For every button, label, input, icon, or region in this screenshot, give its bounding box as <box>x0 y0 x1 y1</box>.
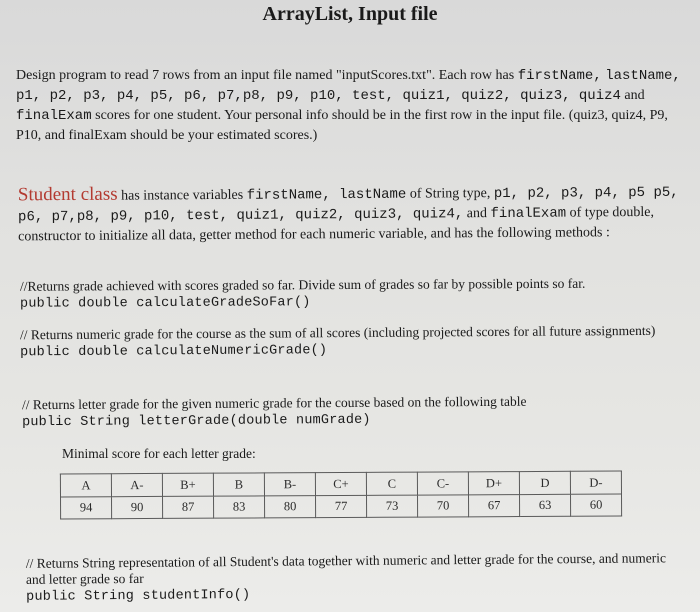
grade-letter-cell: A <box>60 474 111 497</box>
grade-score-cell: 67 <box>469 495 520 517</box>
student-text-4: of type double, constructor to initialize all data, getter method for each numeric variable, and has the following methods : <box>18 204 655 245</box>
grade-score-cell: 73 <box>367 495 418 517</box>
student-text-3: and <box>463 206 491 222</box>
grade-table-label: Minimal score for each letter grade: <box>62 446 256 461</box>
grade-table <box>60 471 622 520</box>
method-signature: public double calculateGradeSoFar() <box>20 295 311 312</box>
intro-text-1: Design program to read 7 rows from an input file named "inputScores.txt". Each row has <box>16 68 518 83</box>
grade-letter-cell: B+ <box>162 473 213 496</box>
grade-score-cell: 87 <box>163 496 214 518</box>
grade-letter-cell: C- <box>417 472 468 495</box>
grade-letter-cell: A- <box>111 473 162 496</box>
grade-letter-row <box>60 471 621 497</box>
intro-paragraph <box>16 66 688 145</box>
student-class-heading: Student class <box>17 183 118 206</box>
student-text-2: of String type, <box>406 186 494 202</box>
student-class-paragraph <box>18 181 694 247</box>
grade-score-cell: 77 <box>316 495 367 517</box>
grade-score-cell: 80 <box>265 496 316 518</box>
grade-score-cell: 83 <box>214 496 265 518</box>
method-comment: //Returns grade achieved with scores graded so far. Divide sum of grades so far by possible points so far. <box>19 275 586 294</box>
grade-letter-cell: B- <box>264 473 315 496</box>
grade-score-cell: 94 <box>61 497 112 519</box>
method-student-info <box>26 550 686 607</box>
intro-text-3: scores for one student. Your personal info should be in the first row in the input file. (quiz3, quiz4, P9, P10, and finalExam should be your estimated scores.) <box>16 108 668 143</box>
grade-score-cell: 63 <box>520 494 571 516</box>
method-signature: public double calculateNumericGrade() <box>20 343 328 361</box>
intro-code-fields: lastName, p1, p2, p3, p4, p5, p6, p7,p8, p9, p10, test, quiz1, quiz2, quiz3, quiz4 <box>16 68 681 104</box>
method-signature: public String letterGrade(double numGrade) <box>22 412 371 431</box>
method-comment: // Returns numeric grade for the course as the sum of all scores (including projected scores for all future assignments) <box>19 322 656 343</box>
student-code-finalexam: finalExam <box>490 205 567 223</box>
page-title: ArrayList, Input file <box>262 3 438 25</box>
grade-letter-cell: D+ <box>468 472 519 495</box>
grade-score-cell: 60 <box>570 494 621 516</box>
intro-code-firstname: firstName, <box>517 68 602 84</box>
grade-letter-cell: B <box>213 473 264 496</box>
method-grade-so-far <box>20 275 680 313</box>
grade-score-row <box>61 494 622 519</box>
student-text-1: has instance variables <box>117 187 247 204</box>
method-letter-grade <box>22 393 662 432</box>
grade-letter-cell: C+ <box>315 472 366 495</box>
grade-letter-cell: C <box>366 472 417 495</box>
student-code-fields: p1, p2, p3, p4, p5 p5, p6, p7,p8, p9, p10, test, quiz1, quiz2, quiz3, quiz4, <box>17 184 679 226</box>
student-code-names: firstName, lastName <box>246 186 407 204</box>
grade-score-cell: 90 <box>112 496 163 518</box>
grade-letter-cell: D- <box>570 471 621 494</box>
method-signature: public String studentInfo() <box>26 587 251 605</box>
method-numeric-grade <box>20 323 680 363</box>
grade-letter-cell: D <box>519 471 570 494</box>
grade-score-cell: 70 <box>418 495 469 517</box>
method-comment: // Returns letter grade for the given numeric grade for the course based on the following table <box>21 393 527 413</box>
intro-code-finalexam: finalExam <box>16 108 92 124</box>
intro-text-2: and <box>620 88 645 103</box>
method-comment: // Returns String representation of all Student's data together with numeric and letter grade for the course, and numeric and letter grade so far <box>25 550 667 587</box>
